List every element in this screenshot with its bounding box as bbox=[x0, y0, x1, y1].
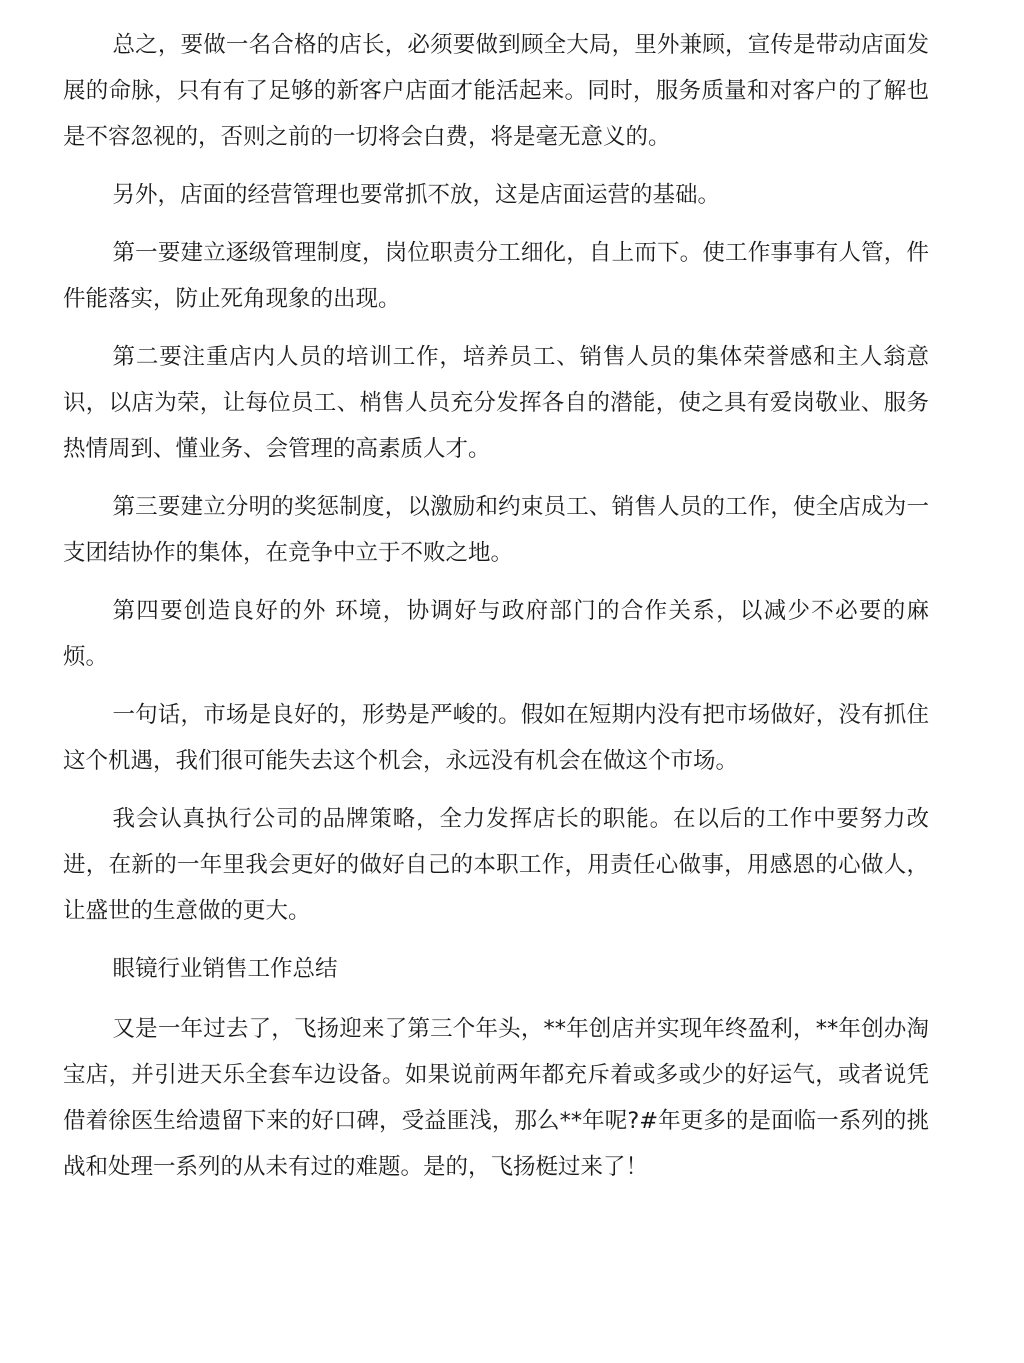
paragraph-point-four: 第四要创造良好的外 环境，协调好与政府部门的合作关系，以减少不必要的麻烦。 bbox=[63, 598, 929, 670]
paragraph-year-review: 又是一年过去了，飞扬迎来了第三个年头，**年创店并实现年终盈利，**年创办淘宝店，并引进天乐全套车边设备。如果说前两年都充斥着或多或少的好运气，或者说凭借着徐医生给遗留下来的好口碑，受益匪浅，那么**年呢?#年更多的是面临一系列的挑战和处理一系列的从未有过的难题。是的，飞扬梃过来了！ bbox=[63, 1016, 929, 1180]
paragraph-point-two: 第二要注重店内人员的培训工作，培养员工、销售人员的集体荣誉感和主人翁意识，以店为荣，让每位员工、梢售人员充分发挥各自的潜能，使之具有爱岗敬业、服务热情周到、懂业务、会管理的高素质人才。 bbox=[63, 344, 929, 462]
paragraph-management: 另外，店面的经营管理也要常抓不放，这是店面运营的基础。 bbox=[112, 182, 721, 208]
paragraph-point-one: 第一要建立逐级管理制度，岗位职责分工细化，自上而下。使工作事事有人管，件件能落实，防止死角现象的出现。 bbox=[63, 240, 929, 312]
paragraph-commitment: 我会认真执行公司的品牌策略，全力发挥店长的职能。在以后的工作中要努力改进，在新的一年里我会更好的做好自己的本职工作，用责任心做事，用感恩的心做人，让盛世的生意做的更大。 bbox=[63, 806, 929, 924]
paragraph-point-three: 第三要建立分明的奖惩制度，以激励和约束员工、销售人员的工作，使全店成为一支团结协作的集体，在竞争中立于不败之地。 bbox=[63, 494, 929, 566]
paragraph-market: 一句话，市场是良好的，形势是严峻的。假如在短期内没有把市场做好，没有抓住这个机遇，我们很可能失去这个机会，永远没有机会在做这个市场。 bbox=[63, 702, 929, 774]
paragraph-summary: 总之，要做一名合格的店长，必须要做到顾全大局，里外兼顾，宣传是带动店面发展的命脉，只有有了足够的新客户店面才能活起来。同时，服务质量和对客户的了解也是不容忽视的，否则之前的一切将会白费，将是毫无意义的。 bbox=[63, 32, 929, 150]
section-heading: 眼镜行业销售工作总结 bbox=[112, 956, 338, 982]
